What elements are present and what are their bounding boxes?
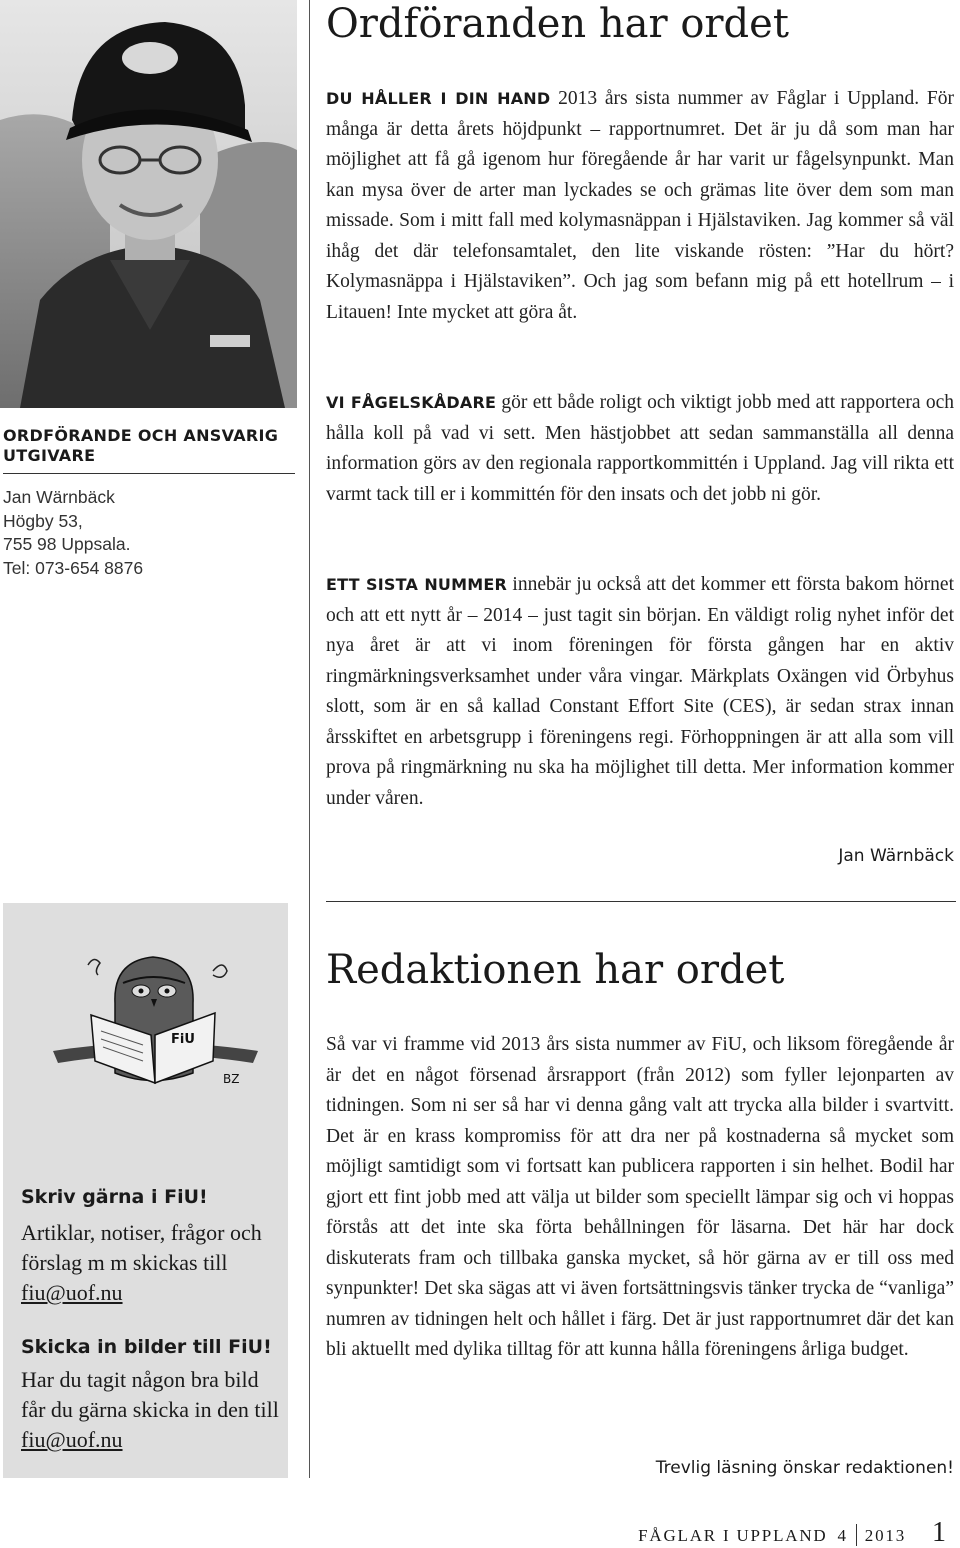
paragraph-lead: DU HÅLLER I DIN HAND: [326, 89, 551, 108]
publication-name: FÅGLAR I UPPLAND: [638, 1526, 828, 1545]
chair-paragraph-2: [326, 388, 954, 510]
editor-paragraph: Så var vi framme vid 2013 års sista nummer av FiU, och liksom föregående år är det en något försenad årsrapport (från 2012) som fyller lejonparten av tidningen. Som ni ser så har vi denna gång valt att trycka alla bilder i svartvitt. Det är en krass kompromiss för att dra ner på kostnaderna så mycket som möjligt samtidigt som vi fortsatt kan publicera rapporten i sin helhet. Bodil har gjort ett fint jobb med att välja ut bilder som speciellt lämpar sig och vi hoppas förstås att det inte ska förta behållningen för läsarna. Det här har dock diskuterats fram och tillbaka ganska mycket, så hör gärna av er till oss med synpunkter! Det ska sägas att vi även fortsättningsvis tänker trycka de “vanliga” numren av tidningen helt och hållet i färg. Det är just rapportnumret där det kan bli aktuellt med dylika tilltag för att kunna hålla föreningens årliga budget.: [326, 1034, 954, 1360]
editor-section-title: Redaktionen har ordet: [326, 947, 785, 993]
footer-separator: [856, 1524, 857, 1546]
write-to-fiu-box: [3, 903, 288, 1478]
chair-signature: Jan Wärnbäck: [838, 846, 954, 866]
write-text: [21, 1218, 281, 1308]
chair-portrait-photo: [0, 0, 297, 408]
photos-heading: Skicka in bilder till FiU!: [21, 1336, 272, 1358]
page-footer: [638, 1517, 946, 1548]
portrait-illustration: [0, 0, 297, 408]
chair-phone: Tel: 073-654 8876: [3, 557, 144, 578]
paragraph-lead: ETT SISTA NUMMER: [326, 575, 508, 594]
drawing-artist-signature: BZ: [223, 1072, 240, 1086]
divider: [3, 473, 295, 474]
chair-paragraph-3: [326, 570, 954, 814]
column-divider: [309, 0, 310, 1478]
paragraph-text: 2013 års sista nummer av Fåglar i Uppland. För många är detta årets höjdpunkt – rapportnumret. Det är ju då som man har möjlighet att få gå igenom hur föregående år har varit ur fågelsynpunkt. Man kan mysa över de arter man lyckades se och grämas lite över dem som man missade. Som i mitt fall med kolymasnäppan i Hjälstaviken. Jag kommer så väl ihåg det där telefonsamtalet, den lite viskande rösten: ”Har du hört? Kolymasnäppa i Hjälstaviken”. Och jag som befann mig på ett hotellrum – i Litauen! Inte mycket att göra åt.: [326, 88, 954, 323]
photos-text: [21, 1365, 283, 1455]
photos-instructions: Har du tagit någon bra bild får du gärna skicka in den till: [21, 1367, 279, 1422]
chair-section-title: Ordföranden har ordet: [326, 1, 789, 47]
page-number: 1: [932, 1517, 946, 1548]
chair-paragraph-1: [326, 84, 954, 328]
chair-role-heading: ORDFÖRANDE OCH ANSVARIG UTGIVARE: [3, 426, 279, 465]
owl-reading-drawing: [43, 943, 263, 1093]
editor-signoff: Trevlig läsning önskar redaktionen!: [655, 1458, 954, 1478]
write-heading: Skriv gärna i FiU!: [21, 1186, 208, 1208]
email-link[interactable]: fiu@uof.nu: [21, 1280, 123, 1305]
paragraph-lead: VI FÅGELSKÅDARE: [326, 393, 497, 412]
chair-name: Jan Wärnbäck: [3, 487, 115, 507]
drawing-book-label: FiU: [171, 1032, 195, 1047]
chair-postal: 755 98 Uppsala.: [3, 534, 131, 554]
chair-street: Högby 53,: [3, 510, 83, 531]
section-divider: [326, 901, 956, 902]
write-instructions: Artiklar, notiser, frågor och förslag m m skickas till: [21, 1220, 262, 1275]
paragraph-text: innebär ju också att det kommer ett första bakom hörnet och att ett nytt år – 2014 – just tagit sin början. En väldigt rolig nyhet inför det nya året är att vi inom föreningen för första gången har en aktiv ringmärkningsverksamhet under våra vingar. Märkplats Oxängen vid Örbyhus slott, som är en så kallad Constant Effort Site (CES), är sedan strax innan årsskiftet en arbetsgrupp i föreningens regi. Förhoppningen är att alla som vill prova på ringmärkning nu ska ha möjlighet till detta. Mer information kommer under våren.: [326, 574, 954, 809]
issue-number: 4: [837, 1526, 848, 1545]
paragraph-text: gör ett både roligt och viktigt jobb med att rapportera och hålla koll på vad vi sett. Men hästjobbet att sedan sammanställa all denna information görs av den regionala rapportkommittén i Uppland. Jag vill rikta ett varmt tack till er i kommittén för den insats och det jobb ni gör.: [326, 392, 954, 505]
issue-year: 2013: [864, 1526, 906, 1545]
chair-contact: [3, 486, 295, 580]
email-link[interactable]: fiu@uof.nu: [21, 1427, 123, 1452]
